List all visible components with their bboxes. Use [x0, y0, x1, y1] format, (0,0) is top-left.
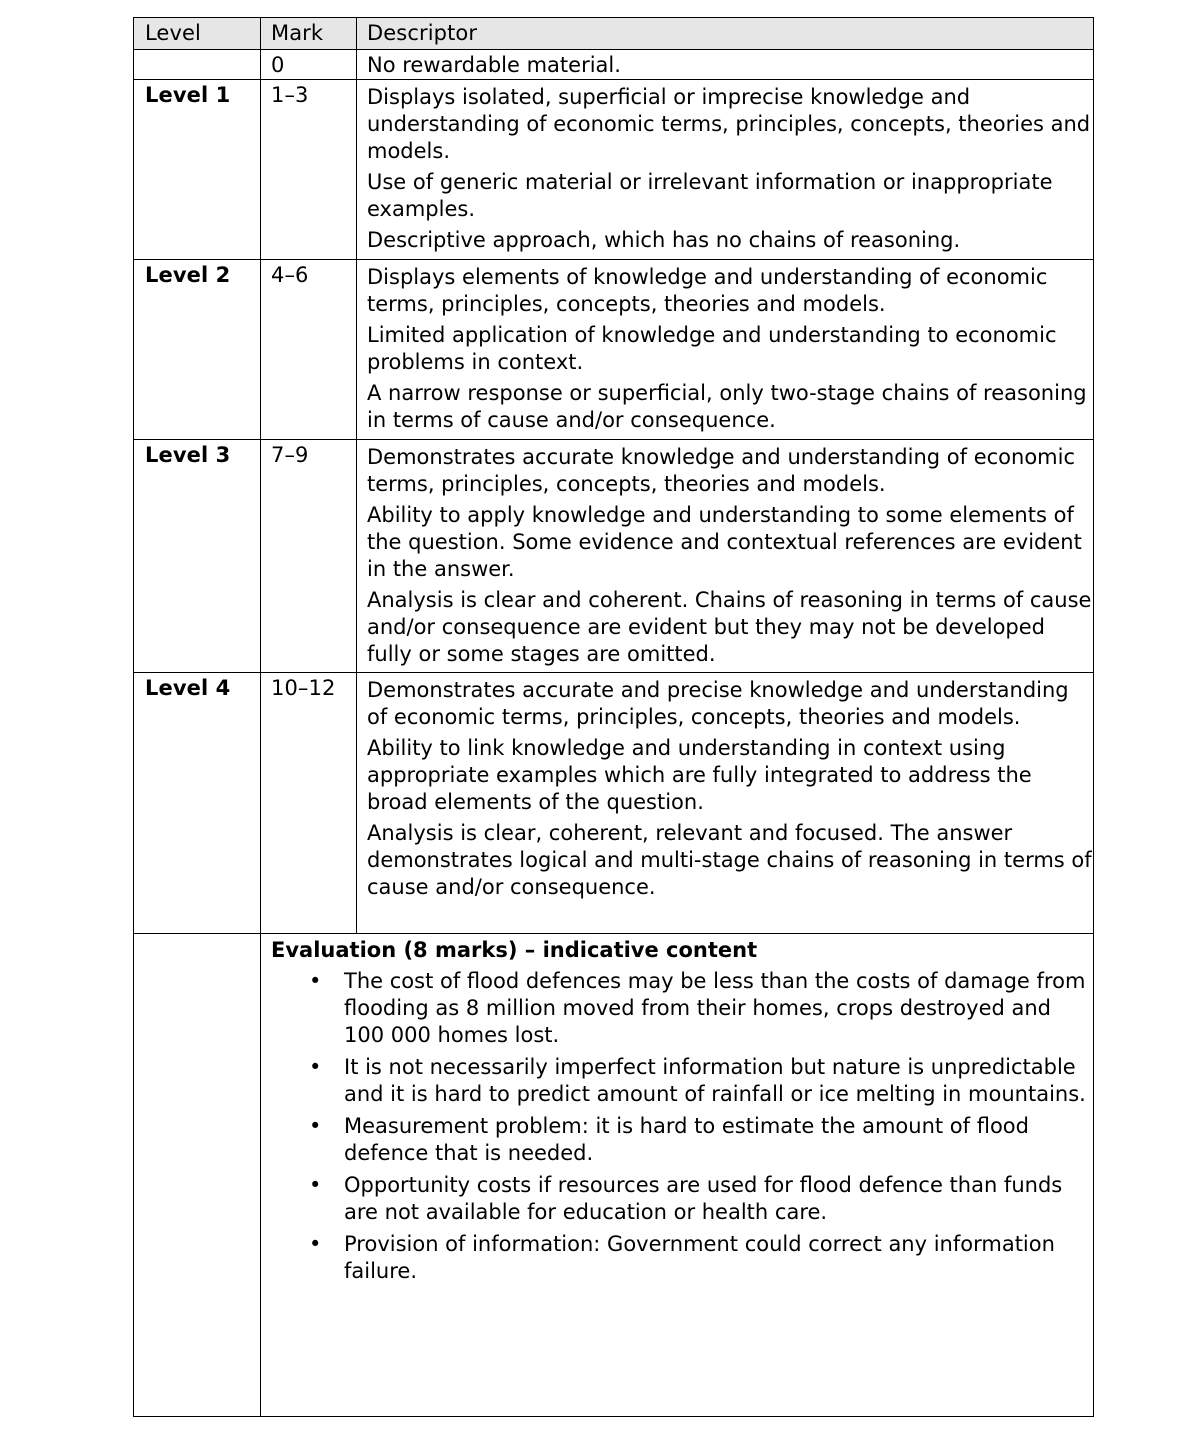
evaluation-point: [271, 1172, 1093, 1226]
evaluation-row: [134, 933, 1093, 1416]
mark-cell: [261, 80, 357, 259]
mark-cell: [261, 50, 357, 79]
descriptor-text: Demonstrates accurate and precise knowledge and understanding of economic terms, principles, concepts, theories and models.: [367, 678, 1069, 729]
level-cell: [134, 260, 261, 439]
descriptor-cell: [357, 50, 1093, 79]
bullet-icon: •: [309, 1173, 322, 1197]
level-cell-empty: [134, 934, 261, 1416]
evaluation-title: Evaluation (8 marks) – indicative content: [271, 938, 758, 962]
header-level: [134, 18, 261, 49]
descriptor-text: Demonstrates accurate knowledge and understanding of economic terms, principles, concepts, theories and models.: [367, 445, 1076, 496]
mark-value: 1–3: [271, 83, 309, 107]
level-label: Level 2: [145, 263, 231, 287]
mark-cell: [261, 673, 357, 933]
level-label: Level 3: [145, 443, 231, 467]
mark-value: 0: [271, 53, 285, 77]
evaluation-point: [271, 1054, 1093, 1108]
descriptor-cell: [357, 80, 1093, 259]
table-header-row: [134, 18, 1093, 49]
evaluation-point-text: It is not necessarily imperfect information but nature is unpredictable and it is hard to predict amount of rainfall or ice melting in mountains.: [344, 1055, 1086, 1106]
evaluation-point-text: The cost of flood defences may be less than the costs of damage from flooding as 8 million moved from their homes, crops destroyed and 100 000 homes lost.: [344, 969, 1086, 1047]
descriptor-text: Use of generic material or irrelevant information or inappropriate examples.: [367, 170, 1053, 221]
table-row: [134, 672, 1093, 933]
table-row: [134, 49, 1093, 79]
descriptor-text: Limited application of knowledge and understanding to economic problems in context.: [367, 323, 1057, 374]
header-descriptor-label: Descriptor: [367, 21, 478, 45]
evaluation-point: [271, 1231, 1093, 1285]
evaluation-point: [271, 1113, 1093, 1167]
descriptor-text: Analysis is clear, coherent, relevant and focused. The answer demonstrates logical and multi-stage chains of reasoning in terms of cause and/or consequence.: [367, 821, 1092, 899]
level-cell: [134, 80, 261, 259]
evaluation-point-text: Opportunity costs if resources are used for flood defence than funds are not available for education or health care.: [344, 1173, 1063, 1224]
bullet-icon: •: [309, 969, 322, 993]
descriptor-text: A narrow response or superficial, only two-stage chains of reasoning in terms of cause and/or consequence.: [367, 381, 1087, 432]
level-label: Level 1: [145, 83, 231, 107]
descriptor-text: Displays elements of knowledge and understanding of economic terms, principles, concepts, theories and models.: [367, 265, 1048, 316]
level-cell: [134, 440, 261, 672]
header-mark-label: Mark: [271, 21, 324, 45]
evaluation-point-text: Provision of information: Government could correct any information failure.: [344, 1232, 1055, 1283]
descriptor-text: No rewardable material.: [367, 53, 621, 77]
level-cell: [134, 673, 261, 933]
level-cell: [134, 50, 261, 79]
mark-value: 7–9: [271, 443, 309, 467]
header-mark: [261, 18, 357, 49]
evaluation-cell: [261, 934, 1093, 1416]
header-descriptor: [357, 18, 1093, 49]
descriptor-text: Descriptive approach, which has no chains of reasoning.: [367, 228, 961, 252]
descriptor-text: Analysis is clear and coherent. Chains of reasoning in terms of cause and/or consequence are evident but they may not be developed fully or some stages are omitted.: [367, 588, 1092, 666]
descriptor-cell: [357, 440, 1093, 672]
header-level-label: Level: [145, 21, 201, 45]
evaluation-point-text: Measurement problem: it is hard to estimate the amount of flood defence that is needed.: [344, 1114, 1029, 1165]
bullet-icon: •: [309, 1232, 322, 1256]
bullet-icon: •: [309, 1114, 322, 1138]
mark-cell: [261, 440, 357, 672]
table-row: [134, 79, 1093, 259]
descriptor-cell: [357, 260, 1093, 439]
descriptor-cell: [357, 673, 1093, 933]
evaluation-points-list: [271, 968, 1093, 1285]
table-row: [134, 259, 1093, 439]
descriptor-text: Ability to link knowledge and understanding in context using appropriate examples which are fully integrated to address the broad elements of the question.: [367, 736, 1032, 814]
mark-cell: [261, 260, 357, 439]
mark-scheme-table: [133, 17, 1094, 1417]
bullet-icon: •: [309, 1055, 322, 1079]
descriptor-text: Displays isolated, superficial or imprecise knowledge and understanding of economic terms, principles, concepts, theories and models.: [367, 85, 1091, 163]
mark-value: 10–12: [271, 676, 336, 700]
table-row: [134, 439, 1093, 672]
mark-value: 4–6: [271, 263, 309, 287]
descriptor-text: Ability to apply knowledge and understanding to some elements of the question. Some evidence and contextual references are evident in the answer.: [367, 503, 1082, 581]
evaluation-point: [271, 968, 1093, 1049]
level-label: Level 4: [145, 676, 231, 700]
